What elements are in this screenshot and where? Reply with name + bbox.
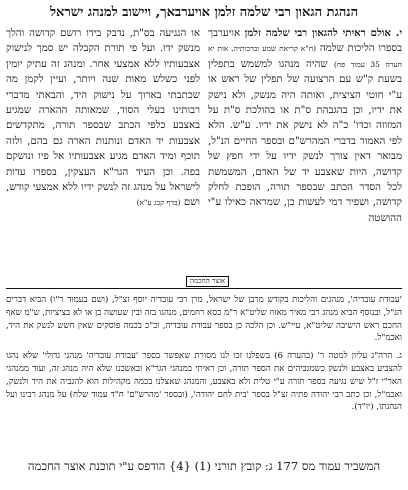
section-intro: אויערבך בספרו הליכות שלמה [208,28,402,55]
footnote-2: ג. הרה"ג עליון למטה ר' (בהערה 6) בשפלנו זכו לנו מסורת שאפשר בספר 'עבודת עובדיה' מנהגי גדולי' שלא נהגו להצביע באצבע ולנשק כשמגביהים את הספר תורה, וכן ראיתי במנהגי הגר"א ובאשכנז שלא היה מנהג זה, ועוד ממנהגי האר"י ז"ל שיש נגיעה בספר תורה ע"י טלית ולא באצבע, והמנהג שאצלנו בכמה מקהילות הוא להגביה את היד ולנשק, ואכמ"ל, וכן כתב רבי יהודה פתיה זצ"ל בספר 'בית לחם יהודה', (ובספר 'מהרש"ם' ח"ד עמוד שלח) על מנהג רבינו ועל הנהגתו, (יו"ד). [6,351,402,413]
print-footer: המשביר עמוד מס 177 ג: קובץ תורני (1) {4} הודפס ע"י תוכנת אוצר החכמה [27,459,381,473]
right-column-body: שהיה מנהגו למשמש בתפלין בשעת ק"ש עם הרצועה של תפלין של ראש או ע"י חוטי הציצית, ואותה היה מנשק, ולא נישק את ידיו, וכן בהגבהת ס"ת או בהולכת ס"ת על המזוזה וכדו' כ"ה לא נישק את ידיו. ע"ש. הלא לפי האמור בדברי המהרש"ם ובספר החיים הנ"ל, מבואר דאין צורך לנשק ידיו על ידי חפץ של קדושה, היות שאצבע יד של האדם, המשמשת לכל הסדר הכתב שבספר תורה, הופכת לחלק קדושה, ושפיר דמי לעשות כן, שמראה כאילו ע"י ההושטה [208,58,402,224]
two-column-body [6,26,402,282]
left-column-text [6,26,200,211]
right-column-text [208,26,402,226]
page-title: הנהגת הגאון רבי שלמה זלמן אויערבאך, ויישוב למנהג ישראל [49,5,359,20]
footnote-1: 'עבודת עובדיה', מנהגים והליכות בקודש מרבן של ישראל, מרן רבי עובדיה יוסף זצ"ל, (ושם בעמוד ר"ו) הביא דברים הנ"ל, ובנוסף הביא מנהג רבי מאיר מאזוז שליט"א ר"מ כסא רחמים, מנהגו בזה ובין שעושה כן או לא בציציות, ש"מ שאף החכם ראש הישיבה שליט"א, עיי"ש. וכן הלכה כן בספר עבודת עובדיה, וכ"כ בכמה פוסקים שאין חשש לנשק את היד, ואכמ"ל. [6,295,402,344]
watermark-stamp: אוצר החכמה [186,276,229,287]
right-column [208,26,402,282]
footnotes [6,294,402,448]
left-column [6,26,200,282]
left-column-body: או הנגיעה בס"ת, נדבק בידו רושם קדושה והלך מנשק ידו. ועל פי תורת הקבלה יש סמך לנישוק אצבעותיו ללא אמצעי אחר. ומנהג זה עתיק יומין לפני כשלש מאות שנה ויותר, ועיין לקמן מה שכתבתי בארוך על נישוק היד, והבאתי מדברי רבותינו בעלי הסוד, שמאותה ההארה שמגיע באצבע כלפי הכתב שבספר תורה, מתקדשים אצבעות יד האדם ונותנות הארה גם בהם, ולזה תוכף ומיד האדם מגיע אצבעותיו אל פיו ונושקם בפה. וכן העיד הגר"א העצקין, בספרו עדות לישראל על מנהג זה לנשק ידיו ללא אמצעי קודש, ושם [6,28,200,209]
section-heading: י. אולם ראיתי להגאון רבי שלמה זלמן [244,27,402,39]
footnote-divider [6,288,402,289]
page-citation: (בדף קכג ע"א) [136,198,181,208]
source-citation: (ח"א קריאת שמע וברכותיה, אות יא הערה 35 עמוד פח) [208,44,402,69]
